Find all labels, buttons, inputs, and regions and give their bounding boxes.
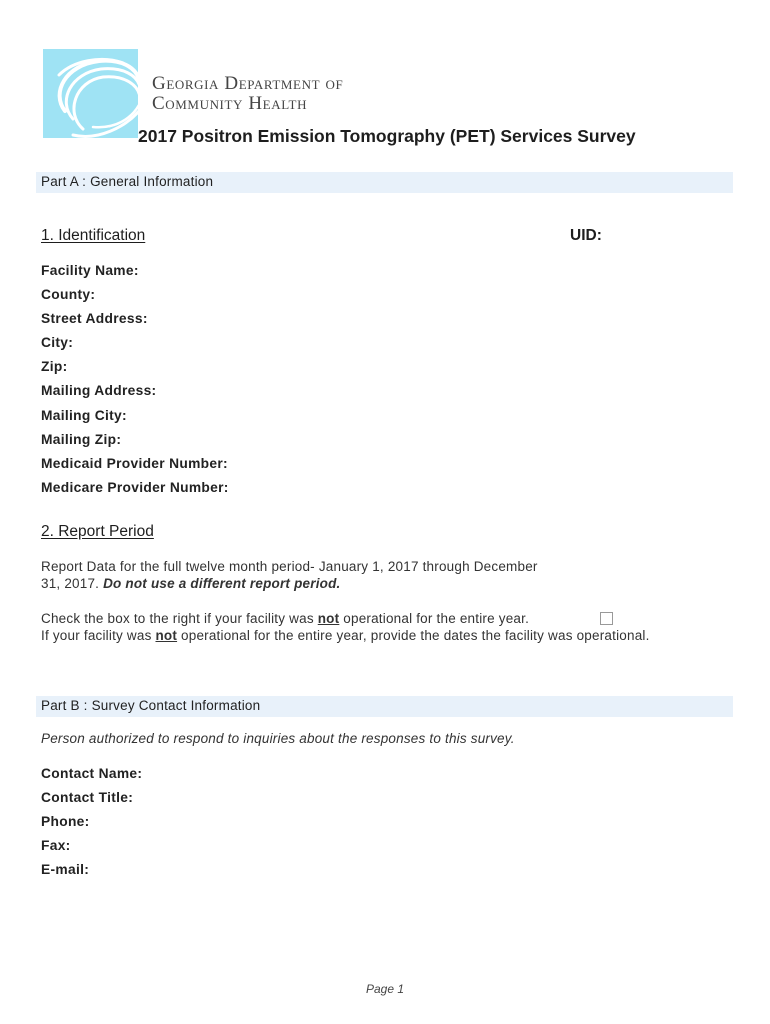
field-fax: Fax: — [41, 838, 71, 854]
dates-text-a: If your facility was — [41, 628, 156, 643]
field-mailing-zip: Mailing Zip: — [41, 431, 122, 447]
report-period-line2 — [41, 575, 538, 592]
field-medicaid-provider-number: Medicaid Provider Number: — [41, 455, 228, 471]
org-name-line1: Georgia Department of — [152, 73, 344, 94]
field-facility-name: Facility Name: — [41, 263, 139, 278]
dates-text-b: operational for the entire year, provide the dates the facility was operational. — [177, 628, 650, 643]
contact-note: Person authorized to respond to inquiries about the responses to this survey. — [41, 731, 515, 746]
field-city: City: — [41, 335, 74, 351]
field-contact-title: Contact Title: — [41, 790, 134, 806]
report-period-heading: 2. Report Period — [41, 523, 154, 540]
part-b-header — [36, 696, 733, 717]
dch-logo — [43, 49, 138, 138]
part-b-label: Part B : Survey Contact Information — [41, 698, 261, 713]
field-county: County: — [41, 287, 96, 303]
field-street-address: Street Address: — [41, 311, 148, 327]
field-contact-name: Contact Name: — [41, 766, 143, 781]
dch-logo-graphic — [43, 49, 138, 138]
operational-check-text — [41, 610, 529, 627]
field-mailing-address: Mailing Address: — [41, 383, 157, 399]
org-name — [152, 74, 343, 114]
field-phone: Phone: — [41, 814, 90, 830]
check-text-not: not — [317, 611, 340, 626]
document-title: 2017 Positron Emission Tomography (PET) Services Survey — [138, 126, 636, 146]
check-text-a: Check the box to the right if your facility was — [41, 611, 318, 626]
part-a-header — [36, 172, 733, 193]
field-mailing-city: Mailing City: — [41, 407, 127, 423]
report-period-line1: Report Data for the full twelve month period- January 1, 2017 through December — [41, 559, 538, 574]
uid-label: UID: — [570, 227, 602, 244]
org-name-line2: Community Health — [152, 93, 308, 114]
check-text-b: operational for the entire year. — [339, 611, 530, 626]
identification-fields — [41, 259, 229, 500]
report-period-date-end: 31, 2017. — [41, 576, 104, 591]
field-zip: Zip: — [41, 359, 68, 375]
report-period-warning: Do not use a different report period. — [103, 576, 341, 591]
identification-heading: 1. Identification — [41, 227, 146, 244]
field-email: E-mail: — [41, 862, 90, 878]
dates-text-not: not — [155, 628, 178, 643]
operational-dates-text — [41, 627, 650, 644]
report-period-text — [41, 558, 538, 592]
field-medicare-provider-number: Medicare Provider Number: — [41, 479, 229, 495]
part-a-label: Part A : General Information — [41, 174, 214, 189]
contact-fields — [41, 762, 142, 882]
page-number: Page 1 — [366, 982, 405, 996]
not-operational-checkbox[interactable] — [600, 612, 613, 625]
